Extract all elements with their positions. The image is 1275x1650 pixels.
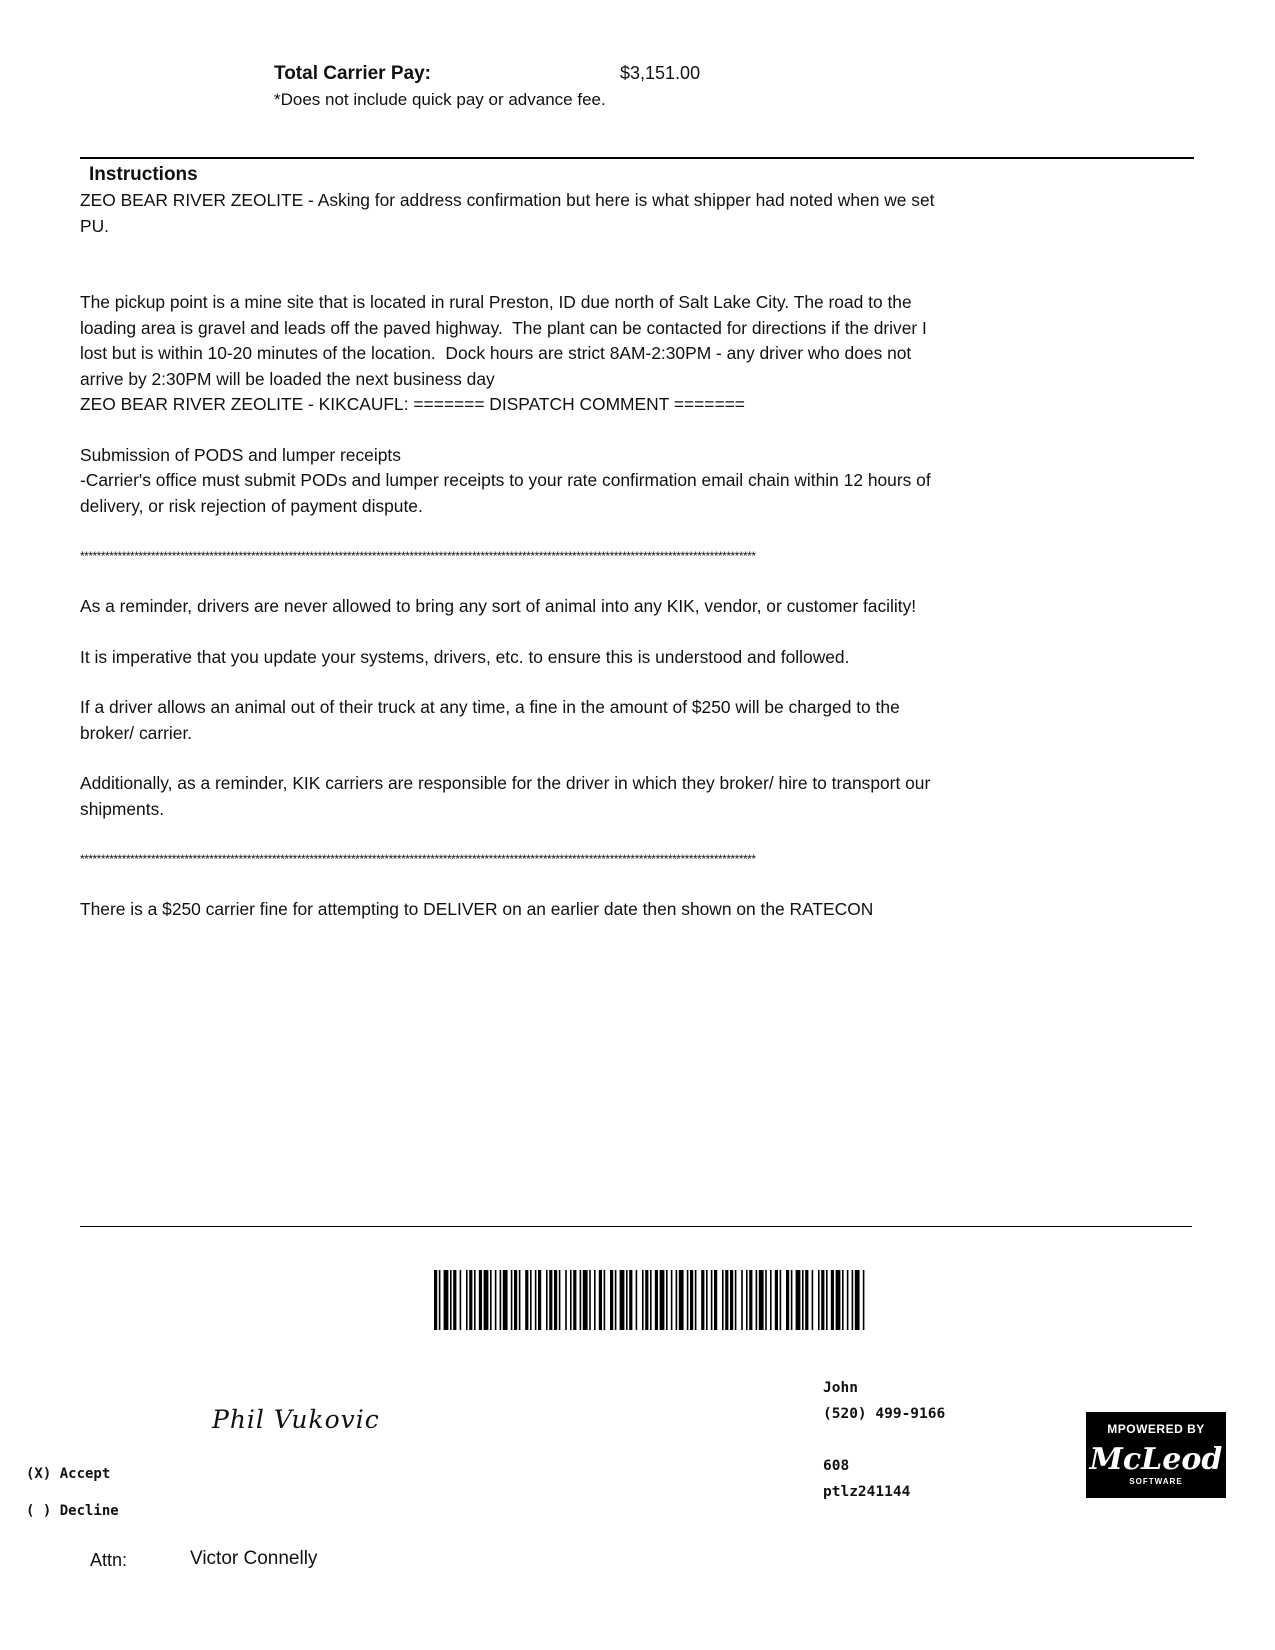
barcode-bar	[666, 1270, 668, 1330]
signature-divider	[80, 1226, 1192, 1227]
barcode-bar	[714, 1270, 717, 1330]
barcode-bar	[610, 1270, 613, 1330]
barcode-bar	[645, 1270, 648, 1330]
barcode-bar	[500, 1270, 502, 1330]
barcode-bar	[730, 1270, 733, 1330]
barcode-bar	[490, 1270, 492, 1330]
barcode-bar	[831, 1270, 834, 1330]
barcode-bar	[746, 1270, 748, 1330]
barcode-bar	[687, 1270, 689, 1330]
barcode-bar	[503, 1270, 508, 1330]
barcode-bar	[511, 1270, 513, 1330]
barcode-bar	[626, 1270, 628, 1330]
barcode-bar	[821, 1270, 824, 1330]
barcode-bar	[460, 1270, 462, 1330]
barcode-bar	[604, 1270, 606, 1330]
pay-footnote: *Does not include quick pay or advance fee.	[274, 90, 606, 109]
barcode-bar	[583, 1270, 588, 1330]
barcode-bar	[580, 1270, 582, 1330]
barcode-bar	[530, 1270, 532, 1330]
barcode-bar	[514, 1270, 517, 1330]
animal-fine-paragraph: If a driver allows an animal out of their truck at any time, a fine in the amount of $250 will be charged to the broker/ carrier.	[80, 697, 900, 743]
separator-stars-1: ******************************************************************************************************************************************************************	[80, 549, 756, 563]
barcode-bar	[519, 1270, 521, 1330]
barcode-bar	[444, 1270, 449, 1330]
barcode	[434, 1270, 866, 1330]
early-delivery-fine-paragraph: There is a $250 carrier fine for attempting to DELIVER on an earlier date then shown on the RATECON	[80, 899, 874, 919]
separator-stars-2: ******************************************************************************************************************************************************************	[80, 852, 756, 866]
instruction-paragraph-2: The pickup point is a mine site that is located in rural Preston, ID due north of Salt Lake City. The road to the loading area is gravel and leads off the paved highway. The plant can be contacted for directions if the driver I lost but is within 10-20 minutes of the location. Dock hours are strict 8AM-2:30PM - any driver who does not arrive by 2:30PM will be loaded the next business day	[80, 292, 927, 389]
barcode-bar	[791, 1270, 793, 1330]
barcode-bar	[826, 1270, 828, 1330]
barcode-bar	[741, 1270, 743, 1330]
barcode-bar	[642, 1270, 644, 1330]
barcode-bar	[812, 1270, 814, 1330]
barcode-bar	[749, 1270, 752, 1330]
barcode-bar	[855, 1270, 860, 1330]
barcode-bar	[701, 1270, 704, 1330]
barcode-bar	[695, 1270, 697, 1330]
barcode-bar	[852, 1270, 854, 1330]
barcode-bar	[735, 1270, 737, 1330]
barcode-bar	[565, 1270, 567, 1330]
barcode-bar	[549, 1270, 552, 1330]
barcode-bar	[711, 1270, 713, 1330]
barcode-bar	[495, 1270, 497, 1330]
barcode-bar	[620, 1270, 625, 1330]
barcode-bar	[655, 1270, 658, 1330]
barcode-bar	[469, 1270, 472, 1330]
barcode-bar	[559, 1270, 561, 1330]
logo-sub-text: SOFTWARE	[1129, 1477, 1183, 1486]
barcode-bar	[453, 1270, 456, 1330]
carrier-responsibility-paragraph: Additionally, as a reminder, KIK carriers are responsible for the driver in which they broker/ hire to transport our shipments.	[80, 773, 931, 819]
barcode-bar	[570, 1270, 572, 1330]
instructions-divider	[80, 157, 1194, 159]
barcode-bar	[484, 1270, 489, 1330]
barcode-bar	[573, 1270, 576, 1330]
barcode-bar	[786, 1270, 789, 1330]
contact-phone: (520) 499-9166	[823, 1406, 946, 1422]
barcode-bar	[676, 1270, 678, 1330]
instructions-heading: Instructions	[89, 164, 198, 185]
barcode-bar	[759, 1270, 764, 1330]
barcode-bar	[636, 1270, 638, 1330]
barcode-bar	[629, 1270, 632, 1330]
attn-name: Victor Connelly	[190, 1548, 318, 1569]
barcode-bar	[650, 1270, 652, 1330]
attn-label: Attn:	[90, 1550, 128, 1570]
barcode-bar	[474, 1270, 476, 1330]
barcode-bar	[599, 1270, 602, 1330]
barcode-bar	[439, 1270, 441, 1330]
barcode-bar	[535, 1270, 537, 1330]
barcode-bar	[796, 1270, 801, 1330]
handwritten-signature: Phil Vukovic	[212, 1405, 380, 1434]
logo-powered-by-text: MPOWERED BY	[1107, 1422, 1205, 1436]
barcode-bar	[805, 1270, 808, 1330]
update-systems-paragraph: It is imperative that you update your systems, drivers, etc. to ensure this is understood and followed.	[80, 646, 850, 667]
barcode-bar	[660, 1270, 665, 1330]
dispatch-comment-line: ZEO BEAR RIVER ZEOLITE - KIKCAUFL: ======= DISPATCH COMMENT =======	[80, 394, 745, 414]
barcode-bar	[818, 1270, 820, 1330]
contact-name: John	[823, 1380, 858, 1396]
mcleod-logo	[1086, 1412, 1226, 1498]
barcode-bar	[466, 1270, 468, 1330]
barcode-bar	[554, 1270, 557, 1330]
accept-option: (X) Accept	[26, 1466, 111, 1482]
barcode-bar	[615, 1270, 617, 1330]
total-carrier-pay-value: $3,151.00	[620, 63, 701, 83]
barcode-bar	[847, 1270, 849, 1330]
barcode-bar	[780, 1270, 782, 1330]
barcode-bar	[479, 1270, 482, 1330]
barcode-bar	[802, 1270, 804, 1330]
barcode-bar	[722, 1270, 724, 1330]
instruction-paragraph-1: ZEO BEAR RIVER ZEOLITE - Asking for address confirmation but here is what shipper had noted when we set PU.	[80, 190, 935, 236]
barcode-bar	[671, 1270, 673, 1330]
barcode-bar	[679, 1270, 684, 1330]
barcode-bar	[450, 1270, 452, 1330]
contact-extension: 608	[823, 1458, 850, 1474]
barcode-bar	[863, 1270, 865, 1330]
barcode-bar	[589, 1270, 591, 1330]
animal-policy-paragraph: As a reminder, drivers are never allowed to bring any sort of animal into any KIK, vendor, or customer facility!	[80, 596, 917, 616]
barcode-bar	[756, 1270, 758, 1330]
decline-option: ( ) Decline	[26, 1503, 119, 1519]
barcode-bar	[770, 1270, 772, 1330]
barcode-bar	[594, 1270, 596, 1330]
barcode-bar	[434, 1270, 437, 1330]
barcode-bar	[706, 1270, 708, 1330]
instructions-body	[80, 188, 1090, 923]
barcode-bar	[836, 1270, 841, 1330]
barcode-bar	[546, 1270, 548, 1330]
barcode-bar	[775, 1270, 778, 1330]
total-carrier-pay-label: Total Carrier Pay:	[274, 63, 431, 84]
barcode-bar	[725, 1270, 728, 1330]
barcode-bar	[842, 1270, 844, 1330]
barcode-bar	[765, 1270, 767, 1330]
barcode-bar	[538, 1270, 541, 1330]
barcode-bar	[525, 1270, 528, 1330]
contact-code: ptlz241144	[823, 1484, 911, 1500]
pod-submission-paragraph: Submission of PODS and lumper receipts -Carrier's office must submit PODs and lumper receipts to your rate confirmation email chain within 12 hours of delivery, or risk rejection of payment dispute.	[80, 444, 931, 516]
logo-brand-text: McLeod	[1089, 1442, 1223, 1477]
barcode-bar	[690, 1270, 693, 1330]
